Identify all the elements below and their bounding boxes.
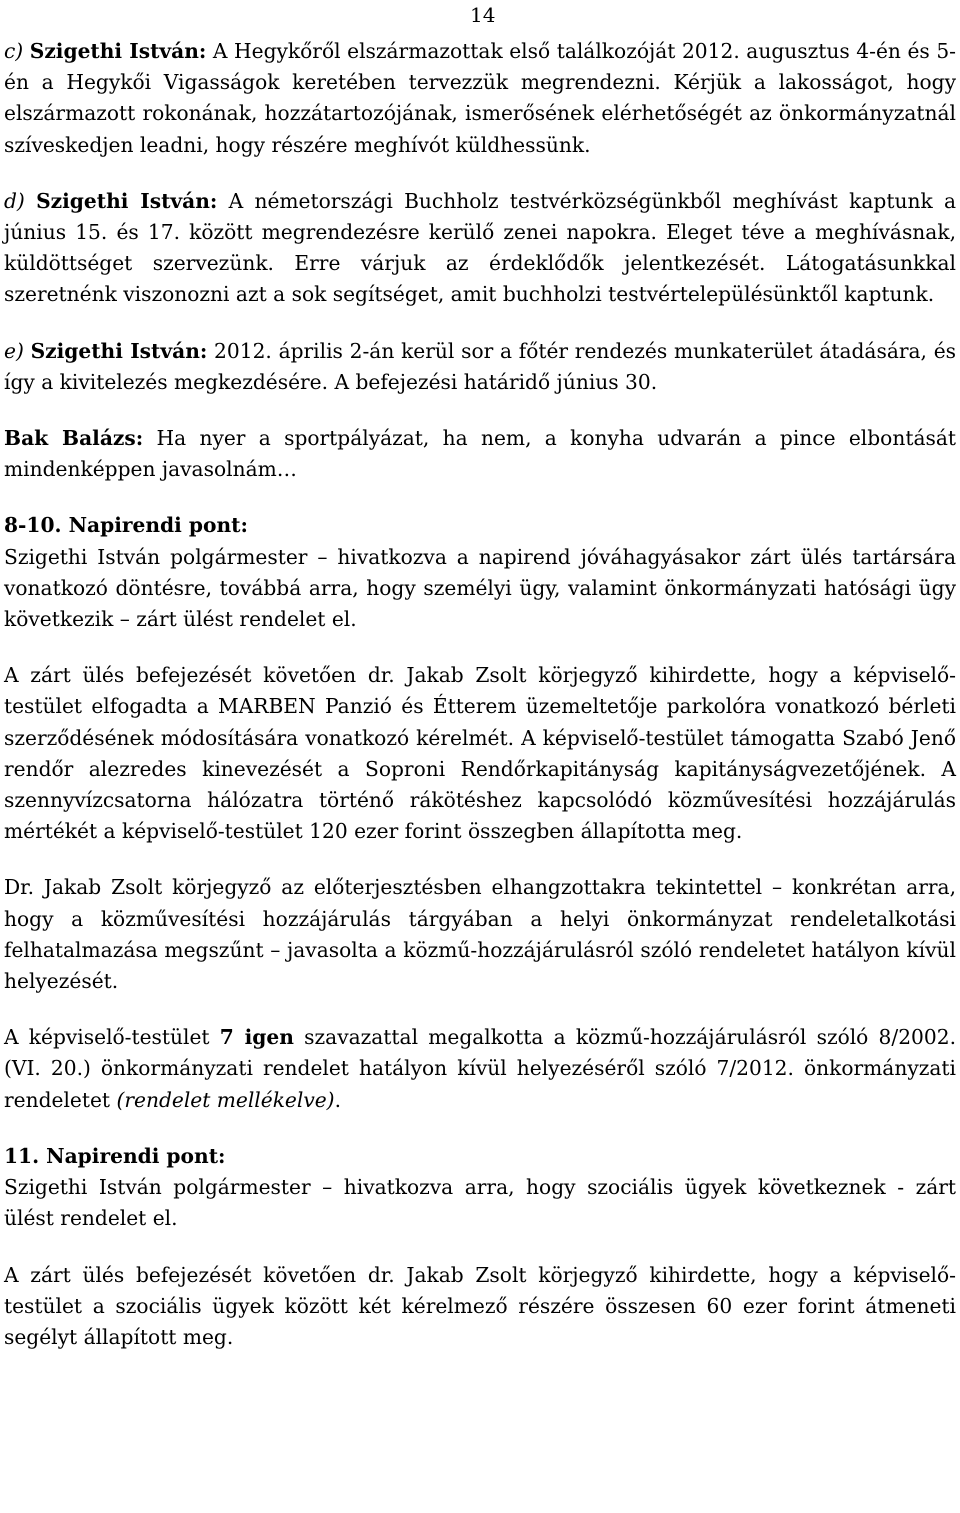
document-body [4,36,956,1353]
vote-annex: (rendelet mellékelve) [116,1087,335,1112]
agenda-text: Szigethi István polgármester – hivatkozva arra, hogy szociális ügyek következnek - zárt ülést rendelet el. [4,1175,956,1231]
paragraph-closed-session-1: A zárt ülés befejezését követően dr. Jakab Zsolt körjegyző kihirdette, hogy a képviselő-testület elfogadta a MARBEN Panzió és Étterem üzemeltetője parkolóra vonatkozó bérleti szerződésének módosítására vonatkozó kérelmét. A képviselő-testület támogatta Szabó Jenő rendőr alezredes kinevezését a Soproni Rendőrkapitányság kapitányságvezetőjének. A szennyvízcsatorna hálózatra történő rákötéshez kapcsolódó közművesítési hozzájárulás mértékét a képviselő-testület 120 ezer forint összegben állapította meg. [4,663,956,844]
paragraph-text: A Hegykőről elszármazottak első találkozóját 2012. augusztus 4-én és 5-én a Hegykői Vigasságok keretében tervezzük megrendezni. Kérjük a lakosságot, hogy elszármazott rokonának, hozzátartozójának, ismerősének elérhetőségét az önkormányzatnál szíveskedjen leadni, hogy részére meghívót küldhessünk. [4,39,956,157]
item-label: d) [4,188,25,213]
paragraph-closed-session-2: A zárt ülés befejezését követően dr. Jakab Zsolt körjegyző kihirdette, hogy a képviselő-testület a szociális ügyek között két kérelmező részére összesen 60 ezer forint átmeneti segélyt állapított meg. [4,1262,956,1349]
agenda-item-8-10 [4,510,956,635]
paragraph-c [4,36,956,161]
paragraph-jakab: Dr. Jakab Zsolt körjegyző az előterjesztésben elhangzottakra tekintettel – konkrétan arra, hogy a közművesítési hozzájárulás tárgyában a helyi önkormányzat rendeletalkotási felhatalmazása megszűnt – javasolta a közmű-hozzájárulásról szóló rendeletet hatályon kívül helyezését. [4,875,956,994]
speaker-name: Szigethi István: [36,188,218,213]
agenda-heading [4,1141,956,1172]
vote-pre: A képviselő-testület [4,1025,220,1050]
agenda-number: 8-10. [4,513,62,538]
agenda-text: Szigethi István polgármester – hivatkozva a napirend jóváhagyásakor zárt ülés tartársára vonatkozó döntésre, továbbá arra, hogy személyi ügy, valamint önkormányzati hatósági ügy következik – zárt ülést rendelet el. [4,544,956,632]
paragraph-e [4,336,956,398]
paragraph-d [4,186,956,311]
agenda-label: 11. Napirendi pont: [4,1143,226,1168]
vote-mid: szavazattal megalkotta a közmű-hozzájárulásról szóló 8/2002.(VI. 20.) önkormányzati rendelet hatályon kívül helyezéséről szóló 7/2012. önkormányzati rendeletet [4,1025,956,1112]
paragraph-vote [4,1022,956,1116]
agenda-label: Napirendi pont: [61,513,248,538]
paragraph-text: A németországi Buchholz testvérközségünkből meghívást kaptunk a június 15. és 17. között megrendezésre kerülő zenei napokra. Eleget téve a meghívásnak, küldöttséget szervezünk. Erre várjuk az érdeklődők jelentkezését. Látogatásunkkal szeretnénk viszonozni azt a sok segítséget, amit buchholzi testvértelepülésünktől kaptunk. [4,188,956,307]
paragraph-bak [4,423,956,485]
vote-post: . [334,1087,341,1112]
paragraph-text: 2012. április 2-án kerül sor a főtér rendezés munkaterület átadására, és így a kivitelezés megkezdésére. A befejezési határidő június 30. [4,338,956,394]
paragraph-text: Ha nyer a sportpályázat, ha nem, a konyha udvarán a pince elbontását mindenképpen javasolnám… [4,426,956,482]
item-label: e) [4,338,24,363]
agenda-item-11 [4,1141,956,1235]
item-label: c) [4,39,24,63]
speaker-name: Szigethi István: [30,338,208,363]
speaker-name: Bak Balázs: [4,426,144,451]
page-number: 14 [470,3,496,27]
speaker-name: Szigethi István: [29,39,207,63]
agenda-heading [4,510,956,541]
vote-count: 7 igen [219,1025,294,1050]
